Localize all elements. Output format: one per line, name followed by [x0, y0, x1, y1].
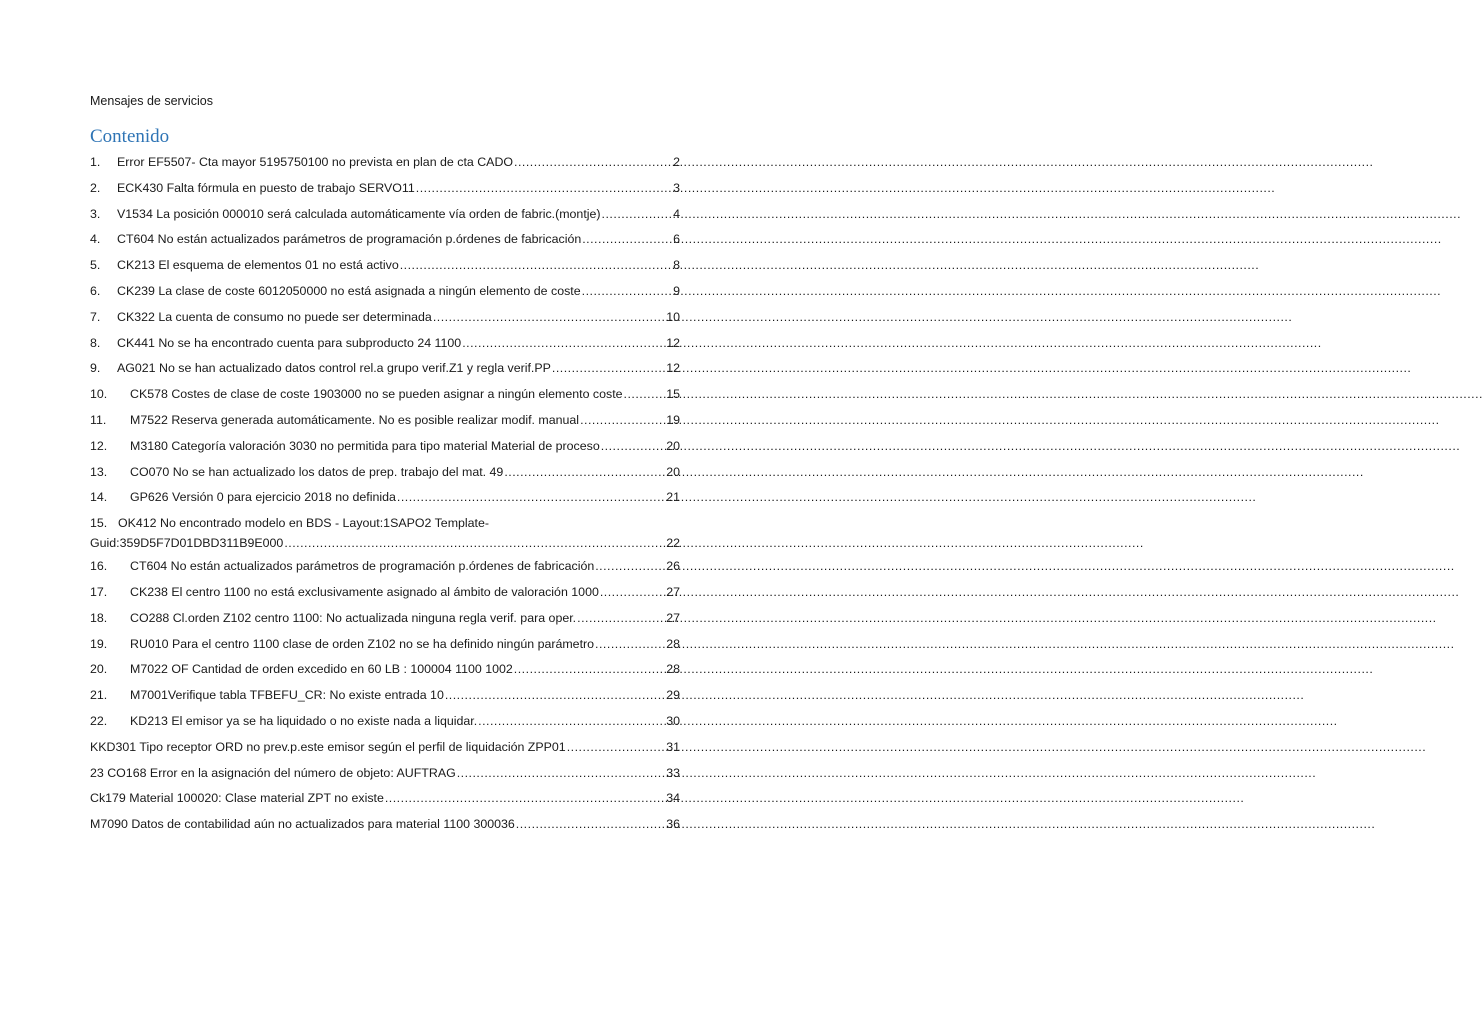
- toc-entry-number: 13.: [90, 464, 108, 479]
- toc-entry-row: [90, 683, 680, 709]
- toc-entry-title: CK578 Costes de clase de coste 1903000 no se pueden asignar a ningún elemento coste: [130, 387, 623, 402]
- toc-leader-dots: [385, 786, 665, 812]
- toc-entry-row: [90, 331, 680, 357]
- toc-entry-row: [90, 150, 680, 176]
- toc-leader-dots: [284, 533, 665, 553]
- toc-entry-title: RU010 Para el centro 1100 clase de orden Z102 no se ha definido ningún parámetro: [130, 636, 595, 651]
- toc-entry-row: [90, 709, 680, 735]
- toc-entry-page: 33: [666, 765, 680, 780]
- toc-entry-page: 30: [666, 713, 680, 728]
- toc-entry[interactable]: [90, 227, 680, 253]
- toc-entry-page: 20: [666, 438, 680, 453]
- toc-leader-dots: [582, 227, 672, 253]
- toc-entry[interactable]: [90, 356, 680, 382]
- toc-entry[interactable]: [90, 305, 680, 331]
- toc-leader-dots: [567, 735, 666, 761]
- toc-entry-row: [90, 279, 680, 305]
- toc-entry[interactable]: [90, 761, 680, 787]
- toc-entry-number: 11.: [90, 412, 107, 427]
- toc-entry-title: CT604 No están actualizados parámetros de programación p.órdenes de fabricación: [130, 559, 595, 574]
- toc-entry-row: [90, 761, 680, 787]
- toc-leader-dots: [595, 554, 665, 580]
- toc-entry-title: Ck179 Material 100020: Clase material ZPT no existe: [90, 791, 384, 806]
- toc-entry-number: 12.: [90, 438, 108, 453]
- toc-leader-dots: [516, 812, 665, 838]
- toc-entry-number: 17.: [90, 584, 108, 599]
- toc-leader-dots: [582, 279, 672, 305]
- toc-entry-number: 15.: [90, 516, 108, 531]
- toc-entry[interactable]: [90, 331, 680, 357]
- toc-heading: Contenido: [90, 126, 170, 147]
- toc-entry-title: CK441 No se ha encontrado cuenta para subproducto 24 1100: [117, 335, 462, 350]
- toc-entry-title: KKD301 Tipo receptor ORD no prev.p.este emisor según el perfil de liquidación ZPP01: [90, 739, 566, 754]
- toc-leader-dots: [580, 408, 665, 434]
- toc-entry-row: [90, 657, 680, 683]
- toc-leader-dots: [462, 331, 665, 357]
- toc-entry-page: 19: [666, 412, 680, 427]
- toc-entry-title: V1534 La posición 000010 será calculada automáticamente vía orden de fabric.(montje): [117, 206, 601, 221]
- toc-entry[interactable]: [90, 786, 680, 812]
- toc-entry-row: [90, 305, 680, 331]
- toc-entry-page: 12: [666, 335, 680, 350]
- toc-entry-page: 9: [673, 283, 680, 298]
- toc-leader-dots: [397, 485, 665, 511]
- toc-entry-row: [90, 382, 680, 408]
- toc-entry-number: 1.: [90, 155, 101, 169]
- toc-entry-page: 15: [666, 387, 680, 402]
- toc-entry-page: 4: [673, 206, 680, 221]
- toc-entry-title: Error EF5507- Cta mayor 5195750100 no prevista en plan de cta CADO: [117, 155, 514, 169]
- toc-entry-number: 9.: [90, 361, 101, 376]
- toc-entry-number: 18.: [90, 610, 108, 625]
- toc-entry-page: 27: [666, 610, 680, 625]
- toc-entry-row: [90, 606, 680, 632]
- toc-entry-number: 14.: [90, 490, 108, 505]
- toc-entry[interactable]: [90, 202, 680, 228]
- toc-entry[interactable]: [90, 580, 680, 606]
- toc-leader-dots: [552, 356, 665, 382]
- toc-entry-title: M7090 Datos de contabilidad aún no actualizados para material 1100 300036: [90, 817, 515, 832]
- toc-leader-dots: [514, 657, 665, 683]
- toc-entry-row: [90, 460, 680, 486]
- toc-entry-page: 20: [666, 464, 680, 479]
- toc-entry-number: 20.: [90, 662, 108, 677]
- toc-entry[interactable]: [90, 150, 680, 176]
- toc-leader-dots: [504, 460, 665, 486]
- toc-entry-page: 2: [673, 155, 680, 169]
- toc-entry-title: OK412 No encontrado modelo en BDS - Layout:1SAPO2 Template-: [118, 516, 490, 531]
- toc-leader-dots: [478, 709, 665, 735]
- toc-entry-title: KD213 El emisor ya se ha liquidado o no existe nada a liquidar.: [130, 713, 478, 728]
- toc-entry-page: 36: [666, 817, 680, 832]
- toc-entry-number: 22.: [90, 713, 108, 728]
- toc-entry-title: M7001Verifique tabla TFBEFU_CR: No existe entrada 10: [130, 688, 444, 703]
- toc-entry-page: 31: [666, 739, 680, 754]
- toc-entry-page: 29: [666, 688, 680, 703]
- toc-entry-row: [90, 786, 680, 812]
- toc-entry[interactable]: [90, 279, 680, 305]
- toc-entry-page: 28: [666, 662, 680, 677]
- toc-entry[interactable]: [90, 812, 680, 838]
- toc-entry[interactable]: [90, 511, 680, 554]
- toc-leader-dots: [457, 761, 665, 787]
- toc-entry-row: [90, 408, 680, 434]
- toc-leader-dots: [514, 150, 672, 176]
- toc-entry-number: 3.: [90, 206, 101, 221]
- toc-entry-page: 8: [673, 258, 680, 273]
- toc-entry[interactable]: [90, 554, 680, 580]
- toc-entry-number: 8.: [90, 335, 101, 350]
- toc-leader-dots: [445, 683, 665, 709]
- toc-entry-number: 5.: [90, 258, 101, 273]
- toc-entry-number: 10.: [90, 387, 108, 402]
- toc-entry-number: 21.: [90, 688, 108, 703]
- toc-entry-title: M3180 Categoría valoración 3030 no permitida para tipo material Material de proceso: [130, 438, 600, 453]
- toc-entry-row: [90, 356, 680, 382]
- toc-entry-row: [90, 554, 680, 580]
- toc-entry[interactable]: [90, 253, 680, 279]
- toc-entry-page: 10: [666, 309, 680, 324]
- toc-entry-page: 22: [666, 536, 680, 551]
- toc-leader-dots: [400, 253, 672, 279]
- toc-leader-dots: [602, 202, 673, 228]
- toc-entry[interactable]: [90, 709, 680, 735]
- toc-entry-page: 3: [673, 180, 680, 195]
- toc-entry-title: ECK430 Falta fórmula en puesto de trabajo SERVO11: [117, 180, 415, 195]
- toc-entry[interactable]: [90, 408, 680, 434]
- toc-entry-row: [90, 176, 680, 202]
- toc-entry-row: [90, 632, 680, 658]
- toc-entry-title: M7022 OF Cantidad de orden excedido en 60 LB : 100004 1100 1002: [130, 662, 513, 677]
- toc-entry-line: [90, 513, 680, 533]
- toc-entry[interactable]: [90, 683, 680, 709]
- toc-entry-row: [90, 533, 680, 553]
- toc-entry-row: [90, 227, 680, 253]
- toc-entry-title: GP626 Versión 0 para ejercicio 2018 no definida: [130, 490, 396, 505]
- toc-leader-dots: [601, 434, 665, 460]
- toc-entry-row: [90, 735, 680, 761]
- toc-entry-title: M7522 Reserva generada automáticamente. No es posible realizar modif. manual: [130, 412, 580, 427]
- toc-entry[interactable]: [90, 176, 680, 202]
- table-of-contents: [90, 150, 680, 838]
- toc-entry-row: [90, 812, 680, 838]
- toc-entry-number: 4.: [90, 232, 101, 247]
- toc-entry-title: CK322 La cuenta de consumo no puede ser determinada: [117, 309, 432, 324]
- toc-entry-number: 16.: [90, 559, 108, 574]
- toc-entry-row: [90, 580, 680, 606]
- toc-entry[interactable]: [90, 735, 680, 761]
- toc-leader-dots: [600, 580, 665, 606]
- toc-entry-title: CK238 El centro 1100 no está exclusivamente asignado al ámbito de valoración 1000: [130, 584, 599, 599]
- toc-leader-dots: [577, 606, 665, 632]
- toc-entry[interactable]: [90, 606, 680, 632]
- toc-entry-title-continuation: Guid:359D5F7D01DBD311B9E000: [90, 536, 284, 551]
- toc-entry-row: [90, 434, 680, 460]
- toc-entry-title: CK239 La clase de coste 6012050000 no está asignada a ningún elemento de coste: [117, 283, 581, 298]
- toc-entry[interactable]: [90, 382, 680, 408]
- toc-entry[interactable]: [90, 460, 680, 486]
- toc-entry[interactable]: [90, 657, 680, 683]
- toc-entry-page: 27: [666, 584, 680, 599]
- toc-entry-title: CO288 Cl.orden Z102 centro 1100: No actualizada ninguna regla verif. para oper.: [130, 610, 577, 625]
- toc-entry-number: 6.: [90, 283, 101, 298]
- toc-entry-page: 28: [666, 636, 680, 651]
- document-header: Mensajes de servicios: [90, 94, 213, 108]
- toc-entry-page: 12: [666, 361, 680, 376]
- toc-entry-page: 34: [666, 791, 680, 806]
- toc-leader-dots: [624, 382, 666, 408]
- toc-entry-row: [90, 202, 680, 228]
- toc-leader-dots: [433, 305, 665, 331]
- toc-entry-page: 21: [666, 490, 680, 505]
- toc-entry-title: AG021 No se han actualizado datos control rel.a grupo verif.Z1 y regla verif.PP: [117, 361, 551, 376]
- toc-leader-dots: [416, 176, 672, 202]
- toc-entry-row: [90, 485, 680, 511]
- toc-entry-row: [90, 253, 680, 279]
- toc-entry-title: CK213 El esquema de elementos 01 no está activo: [117, 258, 399, 273]
- toc-entry-title: 23 CO168 Error en la asignación del número de objeto: AUFTRAG: [90, 765, 456, 780]
- toc-entry[interactable]: [90, 632, 680, 658]
- toc-entry-number: 2.: [90, 180, 101, 195]
- toc-entry[interactable]: [90, 485, 680, 511]
- toc-entry-page: 6: [673, 232, 680, 247]
- toc-entry-number: 7.: [90, 309, 101, 324]
- toc-entry-number: 19.: [90, 636, 108, 651]
- toc-entry[interactable]: [90, 434, 680, 460]
- toc-entry-page: 26: [666, 559, 680, 574]
- toc-entry-title: CO070 No se han actualizado los datos de prep. trabajo del mat. 49: [130, 464, 504, 479]
- toc-leader-dots: [595, 632, 665, 658]
- toc-entry-title: CT604 No están actualizados parámetros de programación p.órdenes de fabricación: [117, 232, 582, 247]
